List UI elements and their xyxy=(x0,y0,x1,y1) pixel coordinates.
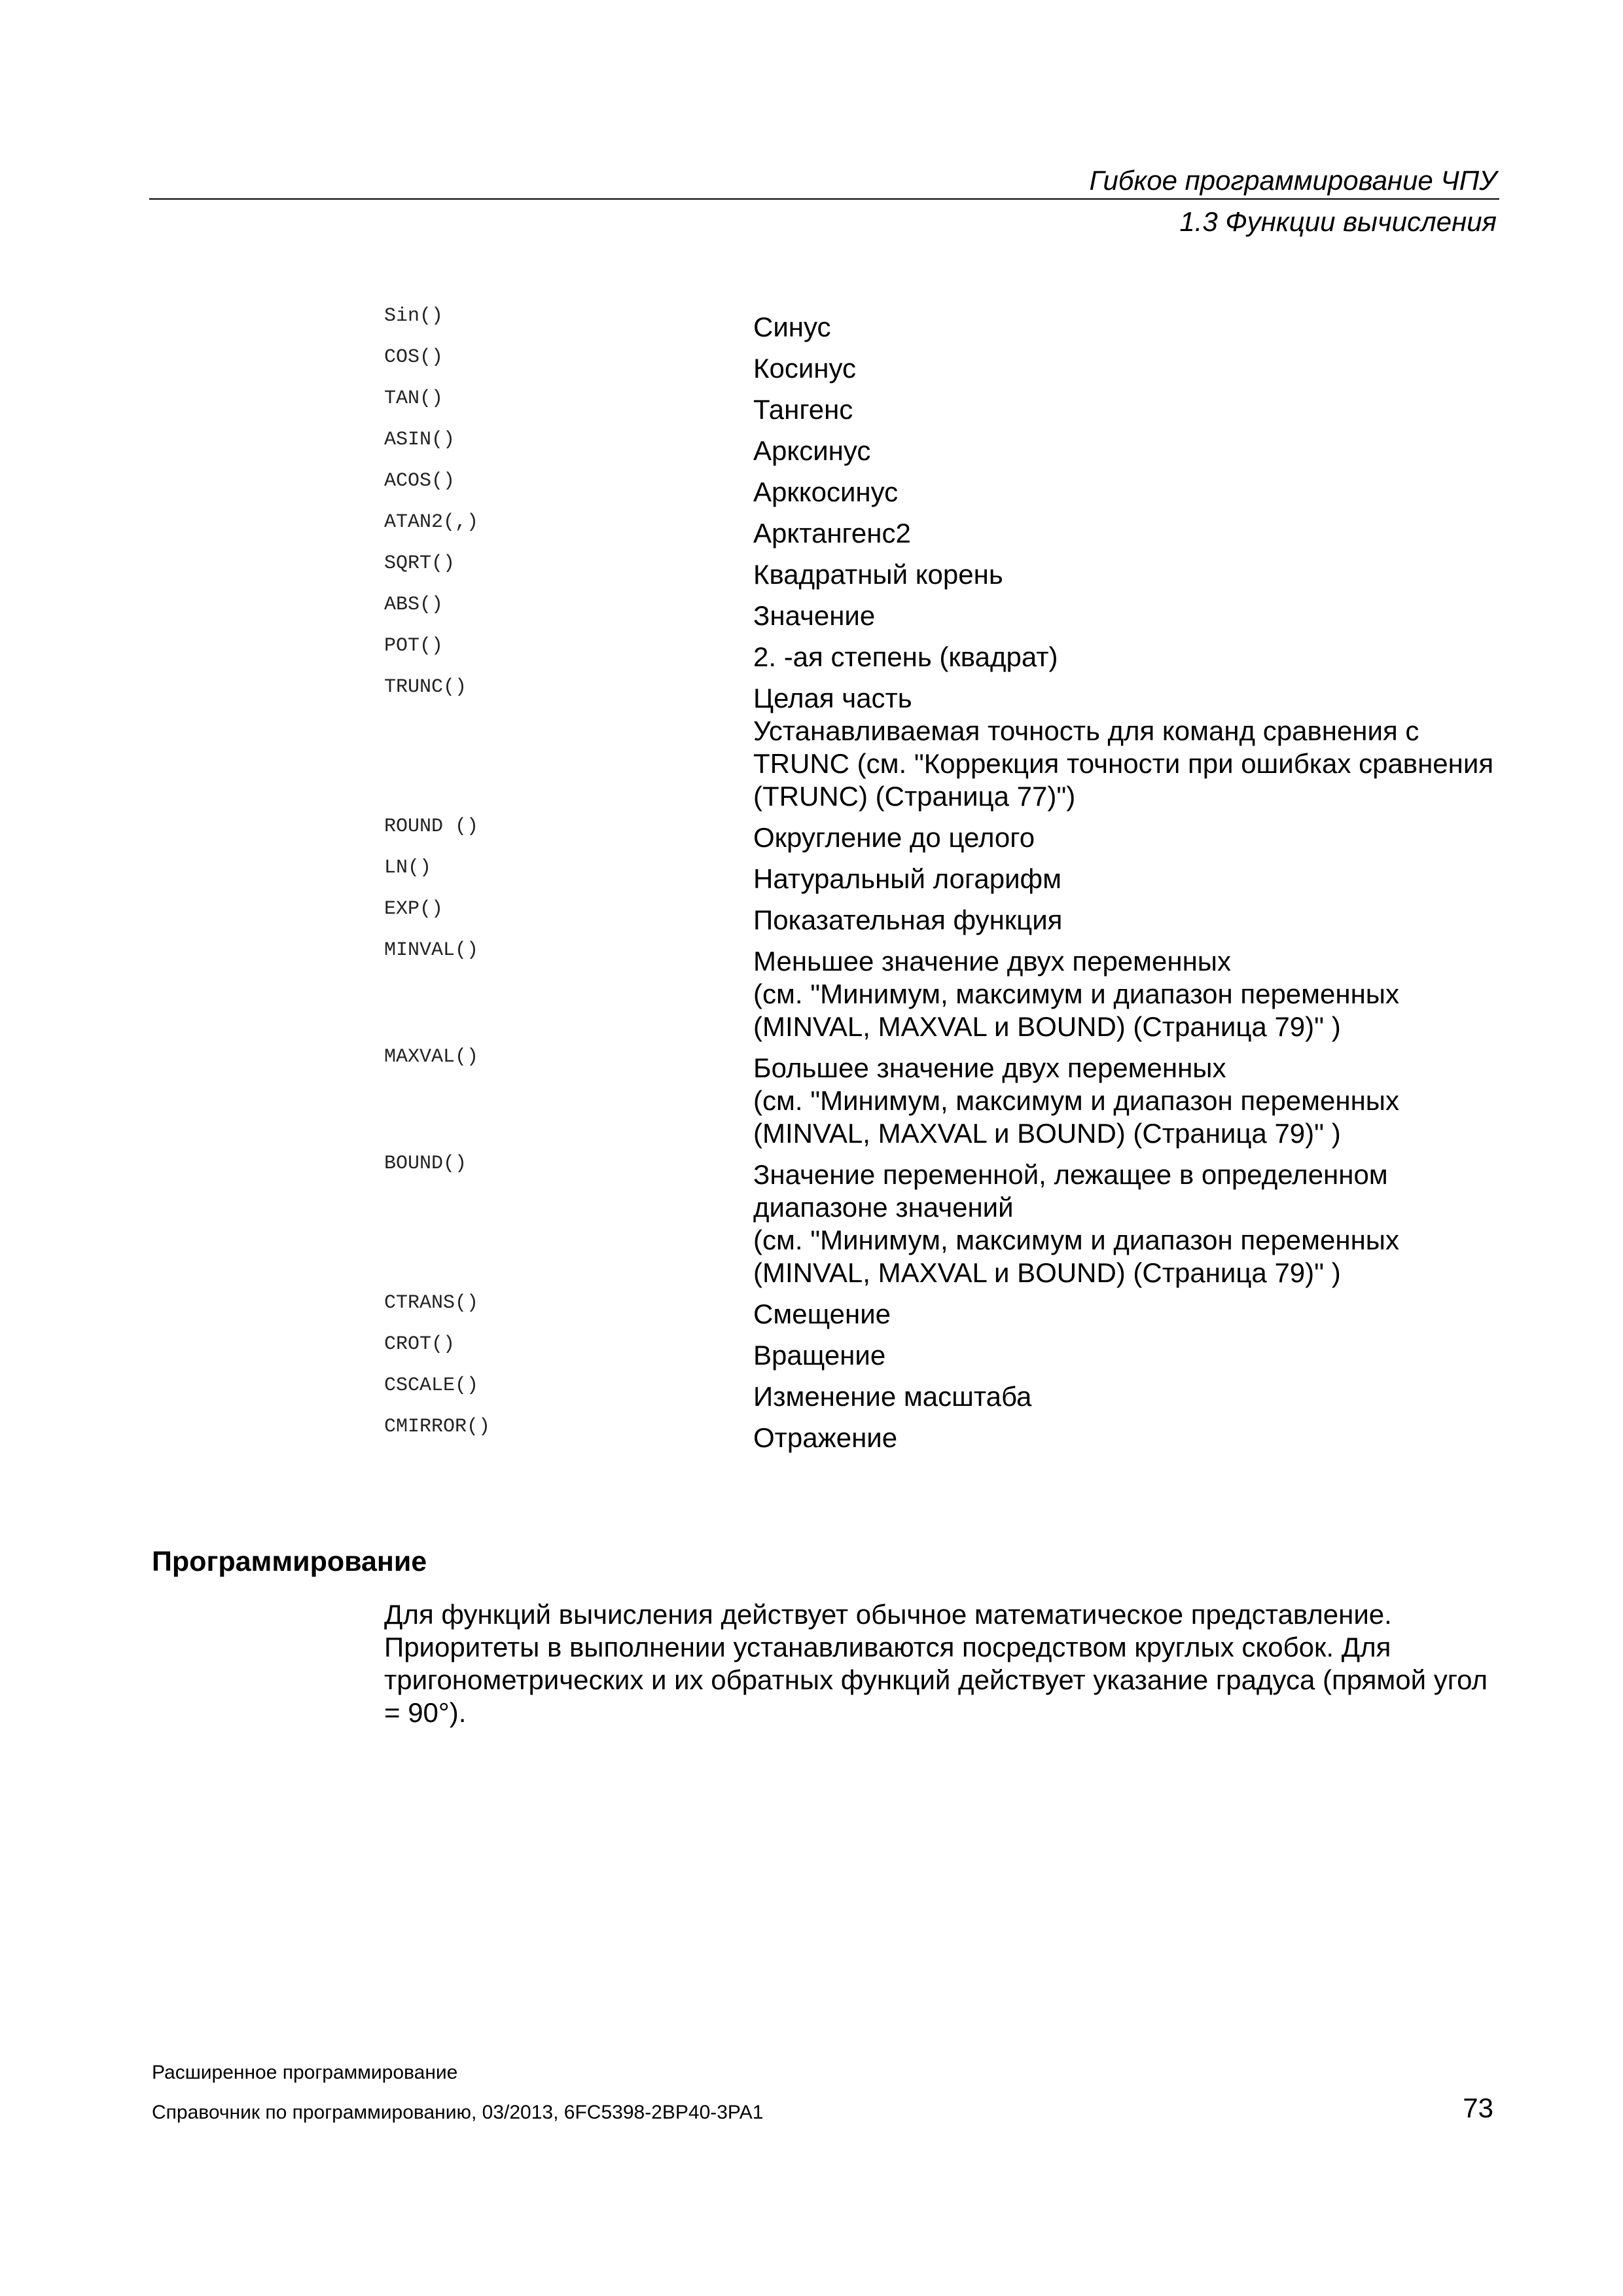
page-number: 73 xyxy=(1463,2092,1493,2123)
description-line: (см. "Минимум, максимум и диапазон переменных xyxy=(753,1085,1399,1116)
description-line: Косинус xyxy=(753,353,857,384)
description-line: (MINVAL, MAXVAL и BOUND) (Страница 79)" ) xyxy=(753,1257,1341,1288)
function-code: LN() xyxy=(384,857,432,879)
function-description xyxy=(753,352,1499,385)
section-paragraph xyxy=(384,1598,1497,1729)
function-description xyxy=(753,1422,1499,1454)
function-description xyxy=(753,863,1499,895)
description-line: (MINVAL, MAXVAL и BOUND) (Страница 79)" ) xyxy=(753,1118,1341,1149)
function-description xyxy=(753,1339,1499,1372)
description-line: Целая часть xyxy=(753,683,912,713)
description-line: (TRUNC) (Страница 77)") xyxy=(753,781,1076,812)
function-description xyxy=(753,476,1499,509)
function-description xyxy=(753,600,1499,632)
description-line: Округление до целого xyxy=(753,822,1035,853)
description-line: Квадратный корень xyxy=(753,559,1003,590)
function-description xyxy=(753,641,1499,673)
function-description xyxy=(753,945,1499,1043)
description-line: Синус xyxy=(753,312,831,342)
function-description xyxy=(753,904,1499,937)
function-code: EXP() xyxy=(384,898,444,920)
header-section: 1.3 Функции вычисления xyxy=(1179,206,1497,237)
function-code: ATAN2(,) xyxy=(384,511,479,533)
function-description xyxy=(753,1052,1499,1150)
description-line: Арктангенс2 xyxy=(753,518,911,548)
description-line: диапазоне значений xyxy=(753,1192,1014,1223)
function-code: CMIRROR() xyxy=(384,1416,491,1438)
function-code: MINVAL() xyxy=(384,939,479,961)
function-code: POT() xyxy=(384,635,444,657)
description-line: Большее значение двух переменных xyxy=(753,1052,1226,1083)
function-code: MAXVAL() xyxy=(384,1046,479,1068)
section-heading: Программирование xyxy=(152,1546,427,1577)
description-line: Смещение xyxy=(753,1299,891,1329)
function-description xyxy=(753,682,1499,813)
function-code: ASIN() xyxy=(384,429,455,451)
description-line: Устанавливаемая точность для команд сравнения с xyxy=(753,715,1419,746)
function-code: Sin() xyxy=(384,305,444,327)
function-description xyxy=(753,517,1499,550)
function-code: SQRT() xyxy=(384,552,455,575)
footer-book-title: Расширенное программирование xyxy=(152,2062,458,2083)
description-line: (см. "Минимум, максимум и диапазон переменных xyxy=(753,1225,1399,1255)
description-line: TRUNC (см. "Коррекция точности при ошибках сравнения xyxy=(753,748,1494,779)
function-code: ABS() xyxy=(384,594,444,616)
paragraph-line: = 90°). xyxy=(384,1697,467,1728)
description-line: 2. -ая степень (квадрат) xyxy=(753,641,1058,672)
paragraph-line: Приоритеты в выполнении устанавливаются посредством круглых скобок. Для xyxy=(384,1632,1391,1662)
header-title: Гибкое программирование ЧПУ xyxy=(1089,165,1497,196)
description-line: Тангенс xyxy=(753,394,853,425)
description-line: Значение xyxy=(753,600,876,631)
function-description xyxy=(753,435,1499,467)
function-code: CROT() xyxy=(384,1333,455,1355)
function-description xyxy=(753,821,1499,854)
function-description xyxy=(753,1158,1499,1289)
function-description xyxy=(753,1380,1499,1413)
description-line: Вращение xyxy=(753,1340,886,1371)
paragraph-line: Для функций вычисления действует обычное математическое представление. xyxy=(384,1599,1392,1630)
function-code: TRUNC() xyxy=(384,676,467,698)
function-code: COS() xyxy=(384,346,444,368)
function-description xyxy=(753,393,1499,426)
description-line: Изменение масштаба xyxy=(753,1381,1032,1412)
function-code: BOUND() xyxy=(384,1153,467,1175)
function-code: TAN() xyxy=(384,387,444,410)
description-line: Арксинус xyxy=(753,435,871,466)
function-code: ROUND () xyxy=(384,816,479,838)
paragraph-line: тригонометрических и их обратных функций действует указание градуса (прямой угол xyxy=(384,1664,1488,1695)
function-description xyxy=(753,1298,1499,1331)
description-line: Показательная функция xyxy=(753,905,1063,935)
footer-manual-info: Справочник по программированию, 03/2013, 6FC5398-2BP40-3PA1 xyxy=(152,2102,764,2123)
function-code: CSCALE() xyxy=(384,1374,479,1397)
description-line: Отражение xyxy=(753,1422,898,1453)
description-line: Значение переменной, лежащее в определенном xyxy=(753,1159,1388,1190)
description-line: Арккосинус xyxy=(753,476,899,507)
description-line: Натуральный логарифм xyxy=(753,863,1061,894)
function-description xyxy=(753,311,1499,344)
function-code: ACOS() xyxy=(384,470,455,492)
function-description xyxy=(753,558,1499,591)
description-line: (MINVAL, MAXVAL и BOUND) (Страница 79)" ) xyxy=(753,1011,1341,1042)
description-line: Меньшее значение двух переменных xyxy=(753,946,1231,977)
description-line: (см. "Минимум, максимум и диапазон переменных xyxy=(753,978,1399,1009)
function-code: CTRANS() xyxy=(384,1292,479,1314)
